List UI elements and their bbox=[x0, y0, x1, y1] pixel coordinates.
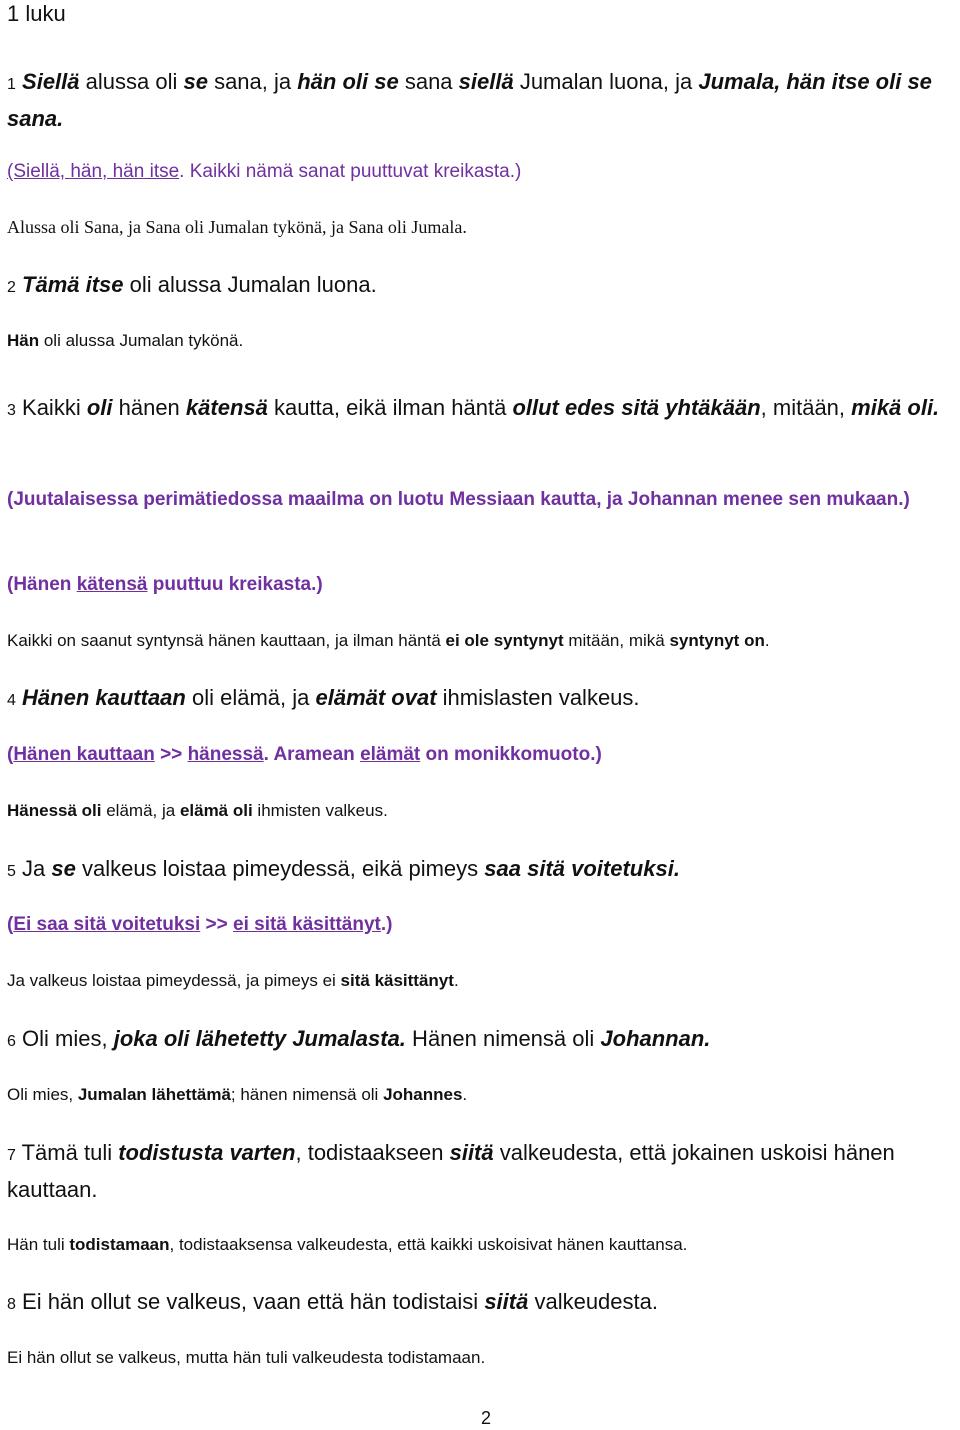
reference-translation-8: Ei hän ollut se valkeus, mutta hän tuli valkeudesta todistamaan. bbox=[7, 1348, 486, 1367]
verse-number: 3 bbox=[7, 402, 16, 419]
verse-4: 4 Hänen kauttaan oli elämä, ja elämät ovat ihmislasten valkeus. bbox=[7, 685, 640, 710]
verse-number: 1 bbox=[7, 76, 16, 93]
verse-number: 6 bbox=[7, 1033, 16, 1050]
verse-number: 4 bbox=[7, 692, 16, 709]
reference-translation-3: Kaikki on saanut syntynsä hänen kauttaan, ja ilman häntä ei ole syntynyt mitään, mikä syntynyt on. bbox=[7, 631, 770, 650]
reference-translation-4: Hänessä oli elämä, ja elämä oli ihmisten valkeus. bbox=[7, 801, 388, 820]
reference-translation-1: Alussa oli Sana, ja Sana oli Jumalan tykönä, ja Sana oli Jumala. bbox=[7, 217, 467, 237]
verse-7: 7 Tämä tuli todistusta varten, todistaakseen siitä valkeudesta, että jokainen uskoisi hänen kauttaan. bbox=[7, 1140, 895, 1202]
verse-6: 6 Oli mies, joka oli lähetetty Jumalasta. Hänen nimensä oli Johannan. bbox=[7, 1026, 711, 1051]
verse-1: 1 Siellä alussa oli se sana, ja hän oli se sana siellä Jumalan luona, ja Jumala, hän itse oli se sana. bbox=[7, 69, 932, 131]
reference-translation-6: Oli mies, Jumalan lähettämä; hänen nimensä oli Johannes. bbox=[7, 1085, 468, 1104]
verse-number: 8 bbox=[7, 1296, 16, 1313]
verse-number: 5 bbox=[7, 863, 16, 880]
translator-note-3a: (Juutalaisessa perimätiedossa maailma on luotu Messiaan kautta, ja Johannan menee sen mukaan.) bbox=[7, 489, 910, 510]
verse-2: 2 Tämä itse oli alussa Jumalan luona. bbox=[7, 272, 377, 297]
reference-translation-5: Ja valkeus loistaa pimeydessä, ja pimeys ei sitä käsittänyt. bbox=[7, 971, 459, 990]
verse-3: 3 Kaikki oli hänen kätensä kautta, eikä ilman häntä ollut edes sitä yhtäkään, mitään, mikä oli. bbox=[7, 395, 940, 420]
page-number: 2 bbox=[480, 1408, 491, 1428]
verse-number: 2 bbox=[7, 279, 16, 296]
translator-note-3b: (Hänen kätensä puuttuu kreikasta.) bbox=[7, 574, 323, 595]
verse-5: 5 Ja se valkeus loistaa pimeydessä, eikä pimeys saa sitä voitetuksi. bbox=[7, 856, 680, 881]
translator-note-4: (Hänen kauttaan >> hänessä. Aramean elämät on monikkomuoto.) bbox=[7, 744, 602, 765]
verse-number: 7 bbox=[7, 1147, 16, 1164]
verse-8: 8 Ei hän ollut se valkeus, vaan että hän todistaisi siitä valkeudesta. bbox=[7, 1289, 658, 1314]
translator-note-1: (Siellä, hän, hän itse. Kaikki nämä sanat puuttuvat kreikasta.) bbox=[7, 161, 522, 182]
chapter-title: 1 luku bbox=[7, 1, 66, 26]
translator-note-5: (Ei saa sitä voitetuksi >> ei sitä käsittänyt.) bbox=[7, 914, 393, 935]
reference-translation-2: Hän oli alussa Jumalan tykönä. bbox=[7, 331, 244, 350]
reference-translation-7: Hän tuli todistamaan, todistaaksensa valkeudesta, että kaikki uskoisivat hänen kauttansa. bbox=[7, 1235, 688, 1254]
